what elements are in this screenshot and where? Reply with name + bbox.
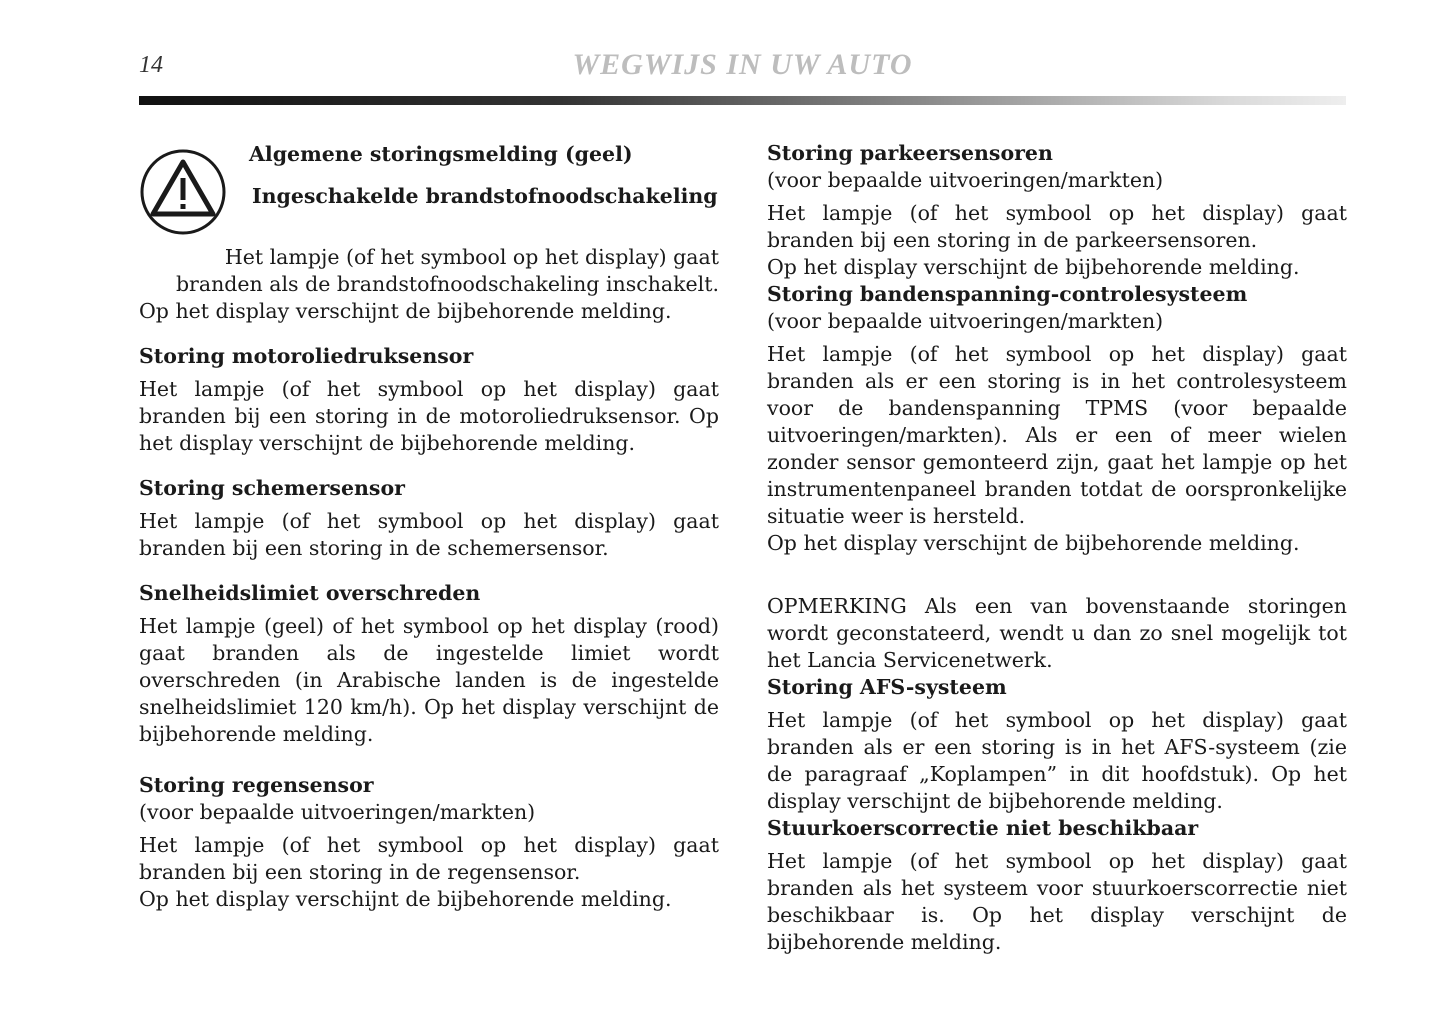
section-title: Snelheidslimiet overschreden [139, 581, 481, 605]
section-title: Storing AFS-systeem [767, 675, 1007, 699]
section-body: Het lampje (of het symbool op het display) gaat branden als er een storing is in het controlesysteem voor de bandenspanning TPMS (voor bepaalde uitvoeringen/markten). Als er een of meer wielen zonder sensor gemonteerd zijn, gaat het lampje op het instrumentenpaneel branden totdat de oorspronkelijke situatie weer is hersteld. [767, 342, 1347, 528]
warning-title-general: Algemene storingsmelding (geel) [249, 142, 633, 166]
note-text: OPMERKING Als een van bovenstaande storingen wordt geconstateerd, wendt u dan zo snel mogelijk tot het Lancia Servicenetwerk. [767, 594, 1347, 672]
section-body: Het lampje (of het symbool op het display) gaat branden bij een storing in de regensensor. [139, 833, 719, 884]
left-column [139, 140, 719, 913]
section-body: Op het display verschijnt de bijbehorende melding. [139, 887, 672, 911]
warning-text-line: branden als de brandstofnoodschakeling inschakelt. [175, 272, 719, 296]
section-subtitle: (voor bepaalde uitvoeringen/markten) [767, 168, 1164, 192]
section-body: Op het display verschijnt de bijbehorende melding. [767, 255, 1300, 279]
section-title: Storing motoroliedruksensor [139, 344, 474, 368]
section-title: Storing schemersensor [139, 476, 405, 500]
section-body: Het lampje (of het symbool op het display) gaat branden bij een storing in de schemersensor. [139, 509, 719, 560]
page-number: 14 [139, 52, 163, 78]
warning-triangle-icon [139, 148, 227, 236]
section-body: Het lampje (of het symbool op het display) gaat branden als er een storing is in het AFS-systeem (zie de paragraaf „Koplampen” in dit hoofdstuk). Op het display verschijnt de bijbehorende melding. [767, 708, 1347, 813]
section-subtitle: (voor bepaalde uitvoeringen/markten) [767, 309, 1164, 333]
warning-text-line: Op het display verschijnt de bijbehorende melding. [139, 299, 672, 323]
warning-text [139, 244, 719, 325]
section-body: Het lampje (of het symbool op het display) gaat branden als het systeem voor stuurkoerscorrectie niet beschikbaar is. Op het display verschijnt de bijbehorende melding. [767, 849, 1347, 954]
section-title: Storing regensensor [139, 773, 374, 797]
warning-title-fuel-cutoff: Ingeschakelde brandstofnoodschakeling [252, 184, 718, 208]
warning-text-line: Het lampje (of het symbool op het display) gaat [224, 245, 719, 269]
section-body: Het lampje (of het symbool op het display) gaat branden bij een storing in de parkeersensoren. [767, 201, 1347, 252]
running-title: WEGWIJS IN UW AUTO [572, 48, 913, 81]
section-body: Op het display verschijnt de bijbehorende melding. [767, 531, 1300, 555]
section-subtitle: (voor bepaalde uitvoeringen/markten) [139, 800, 536, 824]
right-column [767, 140, 1347, 956]
header-rule [139, 96, 1346, 105]
section-body: Het lampje (geel) of het symbool op het display (rood) gaat branden als de ingestelde limiet wordt overschreden (in Arabische landen is de ingestelde snelheidslimiet 120 km/h). Op het display verschijnt de bijbehorende melding. [139, 614, 719, 746]
section-title: Storing bandenspanning-controlesysteem [767, 282, 1248, 306]
section-body: Het lampje (of het symbool op het display) gaat branden bij een storing in de motoroliedruksensor. Op het display verschijnt de bijbehorende melding. [139, 377, 719, 455]
section-title: Stuurkoerscorrectie niet beschikbaar [767, 816, 1199, 840]
section-title: Storing parkeersensoren [767, 141, 1053, 165]
warning-header [139, 140, 719, 244]
